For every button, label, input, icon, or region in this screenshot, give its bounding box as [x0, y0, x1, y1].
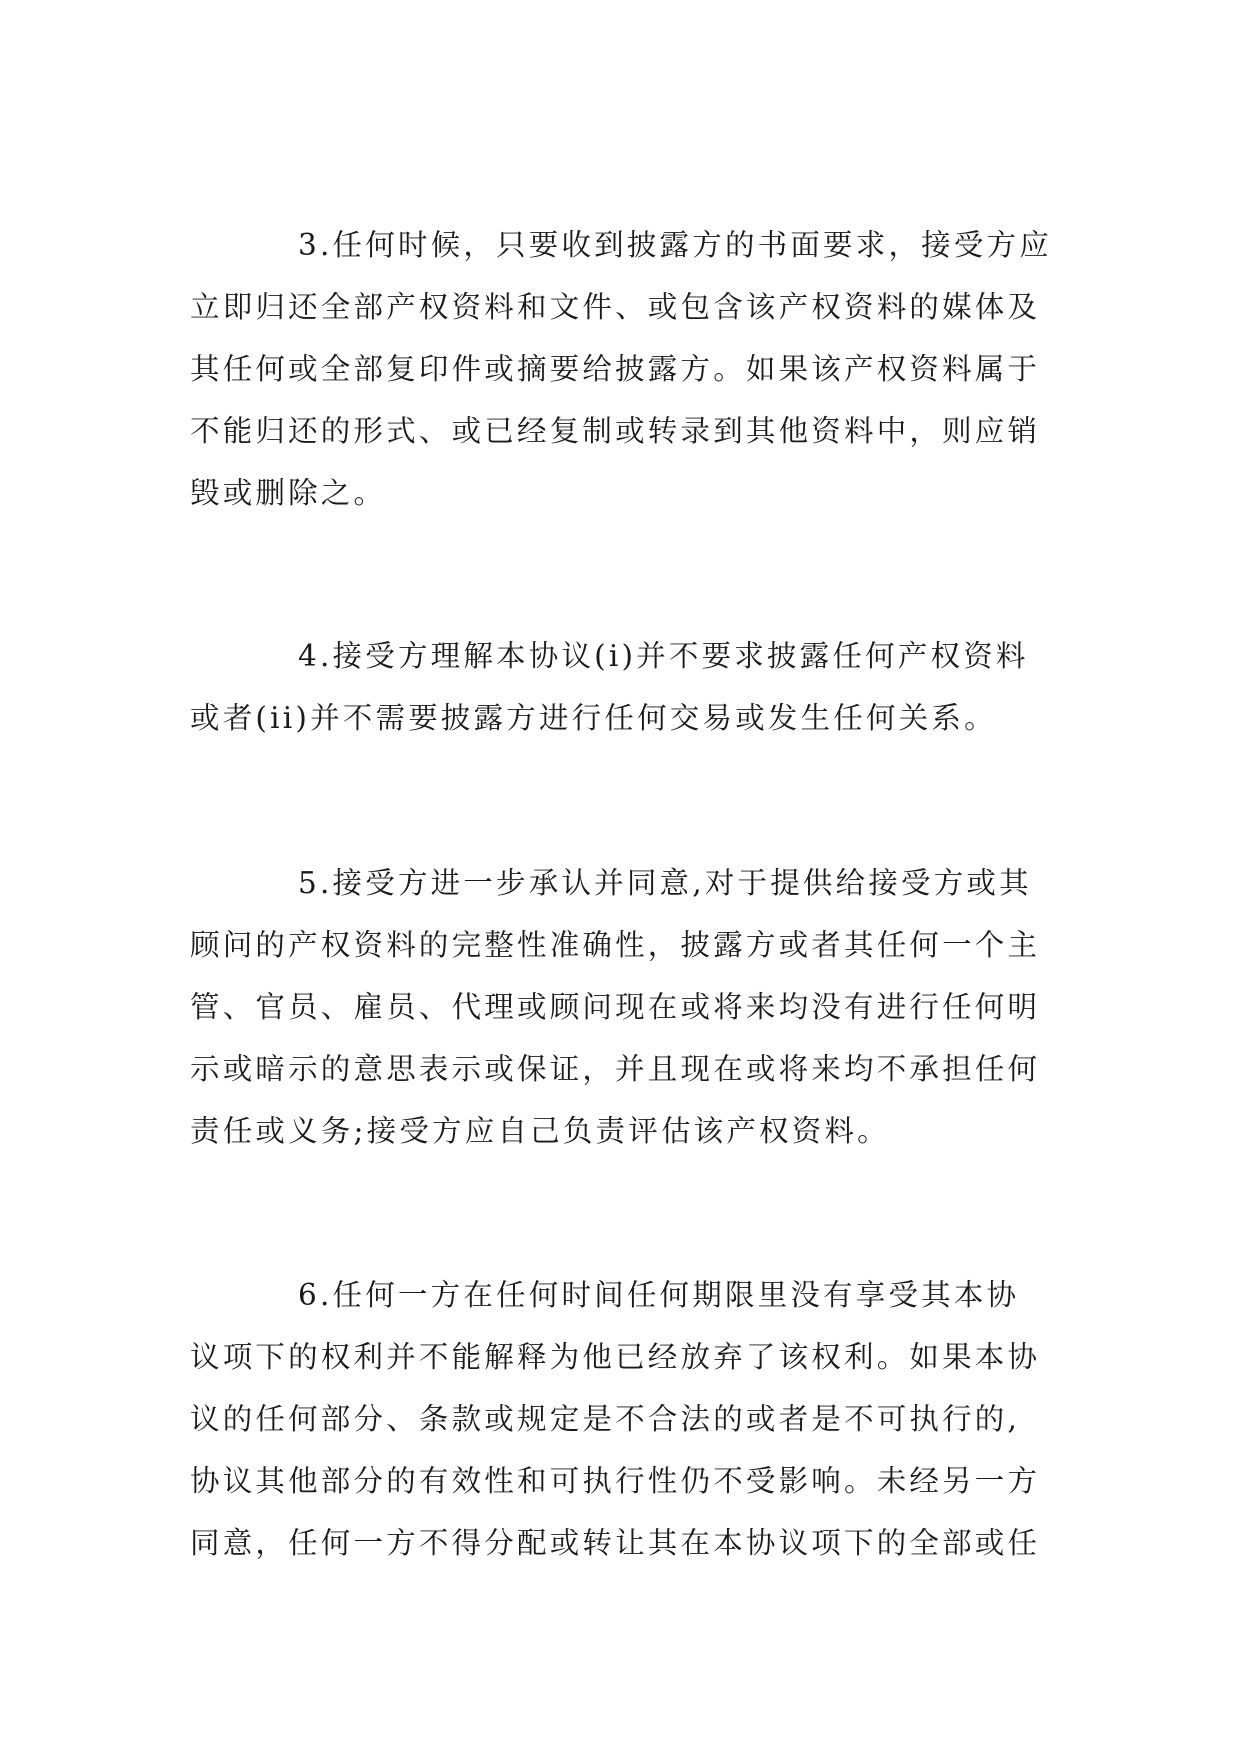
clause-3-paragraph	[190, 214, 1052, 524]
clause-6-line-4: 协议其他部分的有效性和可执行性仍不受影响。未经另一方	[190, 1464, 1041, 1498]
clause-6-line-2: 议项下的权利并不能解释为他已经放弃了该权利。如果本协	[190, 1340, 1041, 1374]
clause-3-line-4: 不能归还的形式、或已经复制或转录到其他资料中，则应销	[190, 414, 1041, 448]
clause-5-line-2: 顾问的产权资料的完整性准确性，披露方或者其任何一个主	[190, 928, 1041, 962]
clause-3-line-2: 立即归还全部产权资料和文件、或包含该产权资料的媒体及	[190, 290, 1041, 324]
clause-4-paragraph	[190, 625, 1052, 749]
clause-4-line-1: 4.接受方理解本协议(i)并不要求披露任何产权资料	[298, 639, 1029, 673]
clause-3-line-1: 3.任何时候，只要收到披露方的书面要求，接受方应	[298, 228, 1052, 262]
clause-3-line-5: 毁或删除之。	[190, 476, 387, 510]
clause-5-line-5: 责任或义务;接受方应自己负责评估该产权资料。	[190, 1114, 890, 1148]
clause-6-line-5: 同意，任何一方不得分配或转让其在本协议项下的全部或任	[190, 1526, 1041, 1560]
clause-4-line-2: 或者(ii)并不需要披露方进行任何交易或发生任何关系。	[190, 701, 997, 735]
clause-6-line-1: 6.任何一方在任何时间任何期限里没有享受其本协	[298, 1278, 1020, 1312]
clause-5-line-1: 5.接受方进一步承认并同意,对于提供给接受方或其	[298, 866, 1032, 900]
clause-6-line-3: 议的任何部分、条款或规定是不合法的或者是不可执行的,	[190, 1402, 1021, 1436]
clause-5-line-4: 示或暗示的意思表示或保证，并且现在或将来均不承担任何	[190, 1052, 1041, 1086]
clause-6-paragraph	[190, 1264, 1052, 1574]
clause-5-paragraph	[190, 852, 1052, 1162]
clause-3-line-3: 其任何或全部复印件或摘要给披露方。如果该产权资料属于	[190, 352, 1041, 386]
clause-5-line-3: 管、官员、雇员、代理或顾问现在或将来均没有进行任何明	[190, 990, 1041, 1024]
